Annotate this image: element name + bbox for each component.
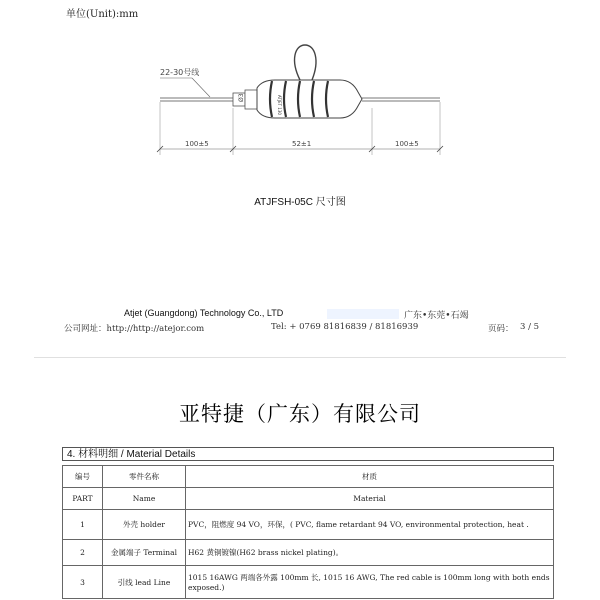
redacted-area xyxy=(327,309,399,319)
header-cell: Name xyxy=(103,488,186,510)
table-row xyxy=(63,510,554,540)
row-number: 1 xyxy=(63,510,103,540)
header-cell: 材质 xyxy=(186,466,554,488)
part-material: 1015 16AWG 两端各外露 100mm 长, 1015 16 AWG, The red cable is 100mm long with both ends exposed.) xyxy=(186,566,554,599)
header-cell: 零件名称 xyxy=(103,466,186,488)
dia-small-label: Ø3 xyxy=(238,93,245,102)
holder-body xyxy=(257,80,362,118)
part-material: PVC，阻燃度 94 VO，环保，( PVC, flame retardant 94 VO, environmental protection, heat . xyxy=(186,510,554,540)
dim-left-label: 100±5 xyxy=(185,140,209,148)
drawing-caption: ATJFSH-05C 尺寸图 xyxy=(254,197,346,208)
company-city: 广东•东莞•石竭 xyxy=(404,311,469,321)
dim-right-label: 100±5 xyxy=(395,140,419,148)
header-cell: Material xyxy=(186,488,554,510)
row-number: 3 xyxy=(63,566,103,599)
wire-label: 22-30号线 xyxy=(160,68,200,77)
company-tel: Tel: + 0769 81816839 / 81816939 xyxy=(271,322,419,332)
dimension-drawing xyxy=(0,0,600,200)
unit-label: 单位(Unit):mm xyxy=(66,9,139,20)
dim-center-label: 52±1 xyxy=(292,140,312,148)
hang-loop xyxy=(295,45,316,80)
table-header-en xyxy=(63,488,554,510)
wire-label-leader-slant xyxy=(192,78,210,97)
left-neck xyxy=(245,90,257,109)
row-number: 2 xyxy=(63,540,103,566)
page-label: 页码： xyxy=(488,324,514,334)
header-cell: PART xyxy=(63,488,103,510)
table-row xyxy=(63,566,554,599)
table-row xyxy=(63,540,554,566)
company-website[interactable]: 公司网址：http://http://atejor.com xyxy=(64,324,205,334)
part-material: H62 黄铜镀镍(H62 brass nickel plating)。 xyxy=(186,540,554,566)
part-name: 金属端子 Terminal xyxy=(103,540,186,566)
part-name: 引线 lead Line xyxy=(103,566,186,599)
material-table xyxy=(62,465,554,599)
page-number: 3 / 5 xyxy=(520,322,540,332)
page-divider xyxy=(34,357,566,358)
header-cell: 编号 xyxy=(63,466,103,488)
section-title: 4. 材料明细 / Material Details xyxy=(62,447,554,461)
company-name-en: Atjet (Guangdong) Technology Co., LTD xyxy=(124,308,284,318)
body-marking: ATJET 130 xyxy=(277,95,282,115)
table-header-cn xyxy=(63,466,554,488)
part-name: 外壳 holder xyxy=(103,510,186,540)
company-title: 亚特捷（广东）有限公司 xyxy=(179,402,421,426)
